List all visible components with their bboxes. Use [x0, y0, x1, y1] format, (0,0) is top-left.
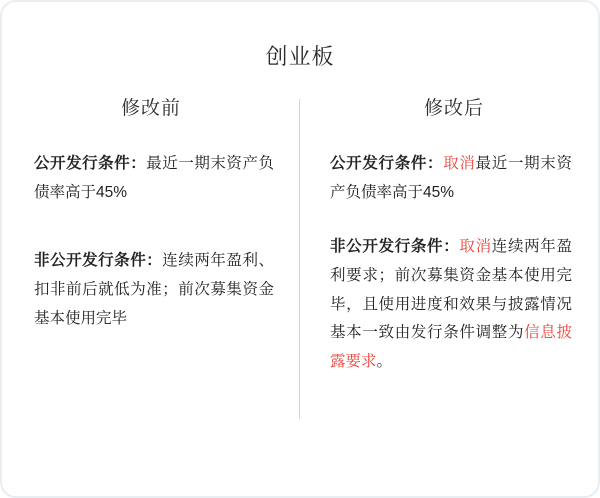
after-block-private-offering-text-after: 。 — [376, 353, 393, 371]
after-block-private-offering-text-before: 连续两年盈利要求；前次募集资金基本使用完毕，且使用进度和效果与披露情况基本一致由发行条件调整为 — [330, 238, 572, 342]
before-block-private-offering-lead: 非公开发行条件： — [34, 252, 163, 270]
column-before-heading: 修改前 — [120, 98, 181, 119]
after-block-public-offering-lead: 公开发行条件： — [330, 155, 444, 172]
after-block-private-offering-cancel: 取消 — [459, 238, 492, 256]
before-block-private-offering-text: 连续两年盈利、扣非前后就低为准；前次募集资金基本使用完毕 — [34, 252, 274, 327]
before-block-public-offering-lead: 公开发行条件： — [34, 155, 147, 172]
before-block-private-offering — [28, 247, 274, 333]
column-divider — [299, 99, 300, 419]
before-block-public-offering-text: 最近一期末资产负债率高于45% — [34, 155, 274, 201]
after-block-public-offering-cancel: 取消 — [443, 155, 476, 172]
page-title: 创业板 — [265, 44, 335, 69]
after-block-private-offering-highlight: 信息披露要求 — [330, 324, 572, 371]
after-block-public-offering-text: 最近一期末资产负债率高于45% — [330, 155, 572, 201]
column-before — [28, 93, 300, 403]
after-block-private-offering-lead: 非公开发行条件： — [330, 238, 460, 256]
after-block-public-offering — [330, 150, 572, 207]
column-after — [300, 93, 572, 403]
before-block-public-offering — [28, 150, 274, 207]
column-after-heading: 修改后 — [423, 98, 484, 119]
comparison-columns — [2, 93, 598, 403]
after-block-private-offering — [330, 233, 572, 376]
left-block-spacer — [28, 233, 274, 247]
